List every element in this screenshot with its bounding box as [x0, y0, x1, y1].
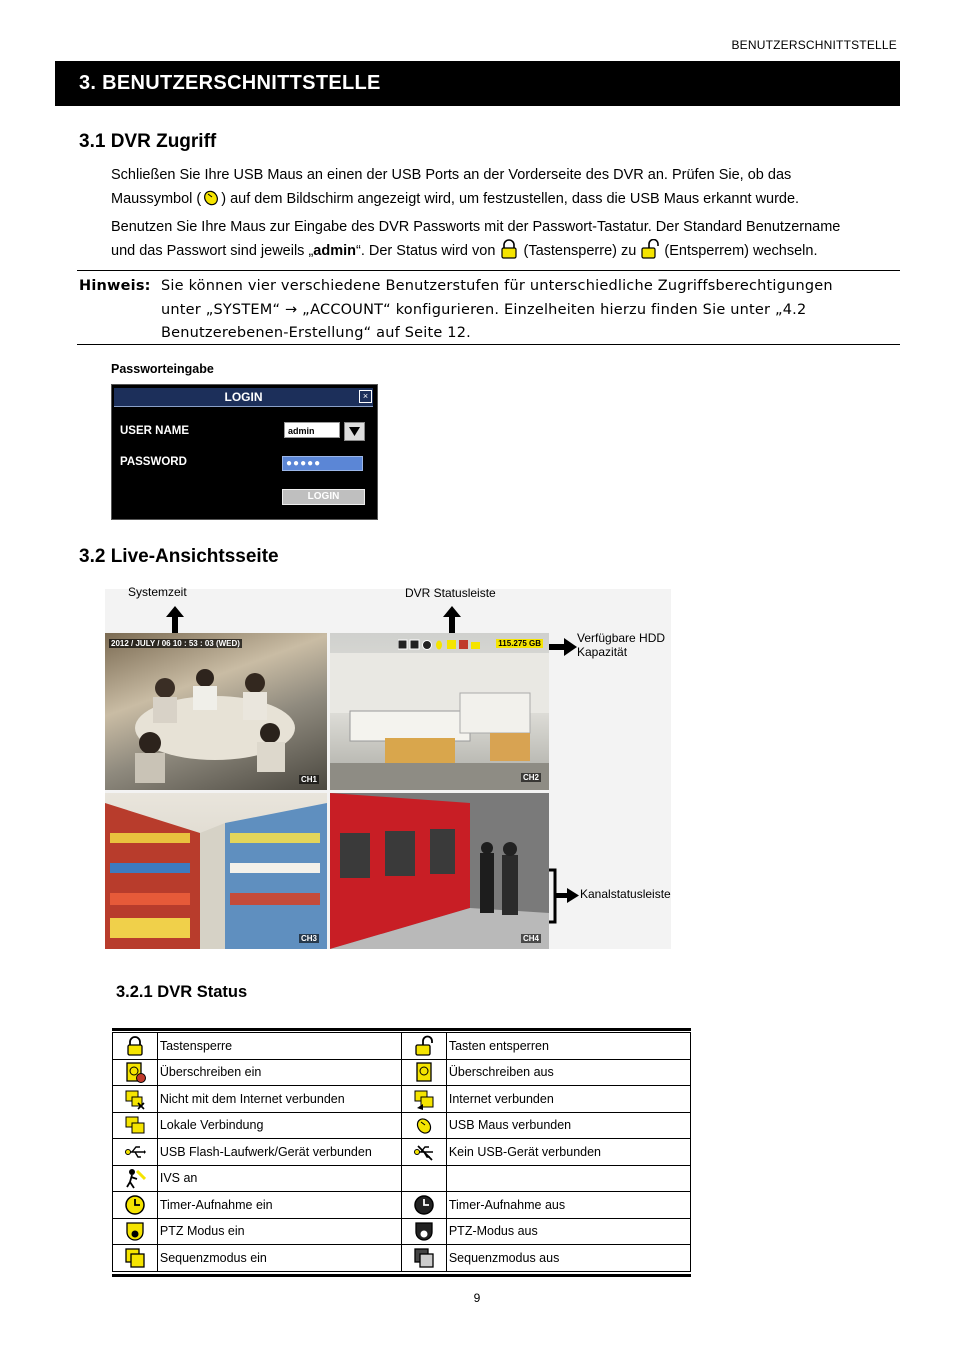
status-description	[446, 1165, 690, 1192]
table-rule-top	[112, 1028, 691, 1031]
login-button[interactable]: LOGIN	[282, 489, 365, 505]
system-time-display: 2012 / JULY / 06 10 : 53 : 03 (WED)	[111, 639, 240, 648]
status-description: Tastensperre	[157, 1033, 401, 1060]
table-row	[113, 1112, 691, 1139]
status-description: Internet verbunden	[446, 1086, 690, 1113]
camera-view-3[interactable]	[105, 793, 327, 949]
page-number: 9	[473, 1291, 481, 1305]
password-field[interactable]: ●●●●●	[282, 456, 363, 471]
timer-on-icon	[124, 1194, 146, 1216]
password-label: PASSWORD	[120, 456, 187, 468]
channel-label: CH2	[522, 773, 539, 782]
unlock-icon	[413, 1035, 435, 1057]
table-row	[113, 1192, 691, 1219]
callout-hdd	[577, 631, 665, 659]
status-description: Sequenzmodus aus	[446, 1245, 690, 1272]
status-description: Nicht mit dem Internet verbunden	[157, 1086, 401, 1113]
status-description: Überschreiben ein	[157, 1059, 401, 1086]
local-connection-icon	[124, 1114, 146, 1136]
status-icon-cell	[401, 1192, 446, 1219]
table-rule-bottom	[112, 1274, 691, 1277]
status-icon-cell	[113, 1033, 158, 1060]
note-label: Hinweis:	[79, 278, 151, 294]
bracket-arrow-icon	[545, 866, 581, 926]
table-row	[113, 1086, 691, 1113]
note-line: Benutzerebenen-Erstellung“ auf Seite 12.	[161, 325, 471, 341]
status-icon-cell	[401, 1086, 446, 1113]
mouse-icon	[201, 187, 221, 207]
status-description: Überschreiben aus	[446, 1059, 690, 1086]
dvr-status-table	[112, 1032, 691, 1272]
status-icon-cell	[401, 1139, 446, 1166]
text-segment: ) auf dem Bildschirm angezeigt wird, um festzustellen, dass die USB Maus erkannt wurde.	[221, 191, 800, 207]
usb-device-icon	[124, 1141, 146, 1163]
status-description: Lokale Verbindung	[157, 1112, 401, 1139]
status-description: Timer-Aufnahme ein	[157, 1192, 401, 1219]
callout-hdd-line: Kapazität	[577, 645, 628, 659]
user-name-label: USER NAME	[120, 425, 190, 437]
paragraph-line	[111, 187, 901, 211]
table-row	[113, 1059, 691, 1086]
section-heading-dvr-status: 3.2.1 DVR Status	[116, 983, 248, 1001]
status-description: Tasten entsperren	[446, 1033, 690, 1060]
status-icon-cell	[113, 1086, 158, 1113]
text-segment: Maussymbol (	[111, 191, 202, 207]
login-dialog	[111, 384, 378, 520]
paragraph-password	[111, 216, 901, 263]
table-row	[113, 1218, 691, 1245]
status-icon-cell	[113, 1192, 158, 1219]
timer-off-icon	[413, 1194, 435, 1216]
status-icon-cell	[401, 1165, 446, 1192]
chevron-down-icon	[345, 423, 364, 440]
sequence-on-icon	[124, 1247, 146, 1269]
callout-channel-status: Kanalstatusleiste	[580, 887, 671, 901]
table-row	[113, 1139, 691, 1166]
status-description: Kein USB-Gerät verbunden	[446, 1139, 690, 1166]
status-icon-cell	[401, 1245, 446, 1272]
channel-label: CH1	[300, 775, 317, 784]
table-row	[113, 1245, 691, 1272]
camera-view-4[interactable]	[330, 793, 549, 949]
network-disconnected-icon	[124, 1088, 146, 1110]
status-description: PTZ Modus ein	[157, 1218, 401, 1245]
status-icons	[398, 639, 488, 651]
status-icon-cell	[401, 1112, 446, 1139]
status-description: USB Maus verbunden	[446, 1112, 690, 1139]
camera-view-1[interactable]	[105, 633, 327, 790]
ivs-icon	[124, 1167, 146, 1189]
status-description: IVS an	[157, 1165, 401, 1192]
ptz-on-icon	[124, 1220, 146, 1242]
status-icon-cell	[401, 1033, 446, 1060]
callout-system-time: Systemzeit	[128, 585, 187, 599]
channel-label: CH3	[300, 934, 317, 943]
lock-icon	[499, 239, 519, 259]
overwrite-on-icon	[124, 1061, 146, 1083]
status-icon-cell	[401, 1059, 446, 1086]
overwrite-off-icon	[413, 1061, 435, 1083]
callout-status-bar: DVR Statusleiste	[405, 586, 496, 600]
section-heading-dvr-access: 3.1 DVR Zugriff	[79, 131, 217, 152]
status-bar-icons	[396, 639, 490, 653]
chapter-title: 3. BENUTZERSCHNITTSTELLE	[55, 61, 900, 106]
status-description: Sequenzmodus ein	[157, 1245, 401, 1272]
status-description: PTZ-Modus aus	[446, 1218, 690, 1245]
note-rule-bottom	[77, 344, 900, 345]
ptz-off-icon	[413, 1220, 435, 1242]
arrow-right-icon	[545, 638, 577, 656]
status-icon-cell	[113, 1139, 158, 1166]
sequence-off-icon	[413, 1247, 435, 1269]
text-segment: (Entsperrem) wechseln.	[664, 243, 818, 259]
hdd-capacity-display: 115.275 GB	[498, 639, 541, 648]
status-description: USB Flash-Laufwerk/Gerät verbunden	[157, 1139, 401, 1166]
camera-scene-meeting	[105, 633, 327, 790]
channel-label: CH4	[522, 934, 539, 943]
no-usb-device-icon	[413, 1141, 435, 1163]
text-bold: admin	[313, 243, 356, 259]
note-line: Sie können vier verschiedene Benutzerstufen für unterschiedliche Zugriffsberechtigungen	[161, 278, 833, 294]
running-header: BENUTZERSCHNITTSTELLE	[731, 38, 897, 52]
usb-mouse-icon	[413, 1114, 435, 1136]
close-icon[interactable]: ×	[359, 390, 372, 403]
status-icon-cell	[113, 1245, 158, 1272]
text-segment: und das Passwort sind jeweils „	[111, 243, 314, 259]
camera-scene-subway	[330, 793, 549, 949]
status-icon-cell	[113, 1112, 158, 1139]
camera-view-2[interactable]	[330, 633, 549, 790]
paragraph-line	[111, 239, 901, 263]
paragraph-line: Benutzen Sie Ihre Maus zur Eingabe des DVR Passworts mit der Passwort-Tastatur. Der Standard Benutzername	[111, 219, 841, 235]
paragraph-usb-mouse	[111, 164, 901, 211]
status-icon-cell	[113, 1059, 158, 1086]
paragraph-line: Schließen Sie Ihre USB Maus an einen der USB Ports an der Vorderseite des DVR an. Prüfen Sie, ob das	[111, 167, 792, 183]
note-text	[161, 275, 891, 346]
user-dropdown[interactable]	[344, 422, 365, 441]
unlock-icon	[640, 239, 660, 259]
note-rule-top	[77, 270, 900, 271]
status-icon-cell	[113, 1218, 158, 1245]
camera-scene-store	[105, 793, 327, 949]
login-caption: Passworteingabe	[111, 362, 214, 376]
section-heading-live-view: 3.2 Live-Ansichtsseite	[79, 546, 279, 567]
user-name-field[interactable]: admin	[284, 422, 340, 438]
lock-icon	[124, 1035, 146, 1057]
camera-scene-hospital	[330, 633, 549, 790]
network-connected-icon	[413, 1088, 435, 1110]
login-title: LOGIN	[114, 388, 373, 407]
status-icon-cell	[113, 1165, 158, 1192]
table-row	[113, 1165, 691, 1192]
text-segment: (Tastensperre) zu	[523, 243, 637, 259]
note-line: unter „SYSTEM“ → „ACCOUNT“ konfigurieren. Einzelheiten hierzu finden Sie unter „4.2	[161, 301, 807, 318]
table-row	[113, 1033, 691, 1060]
callout-hdd-line: Verfügbare HDD	[577, 631, 666, 645]
status-icon-cell	[401, 1218, 446, 1245]
status-description: Timer-Aufnahme aus	[446, 1192, 690, 1219]
text-segment: “. Der Status wird von	[356, 243, 496, 259]
